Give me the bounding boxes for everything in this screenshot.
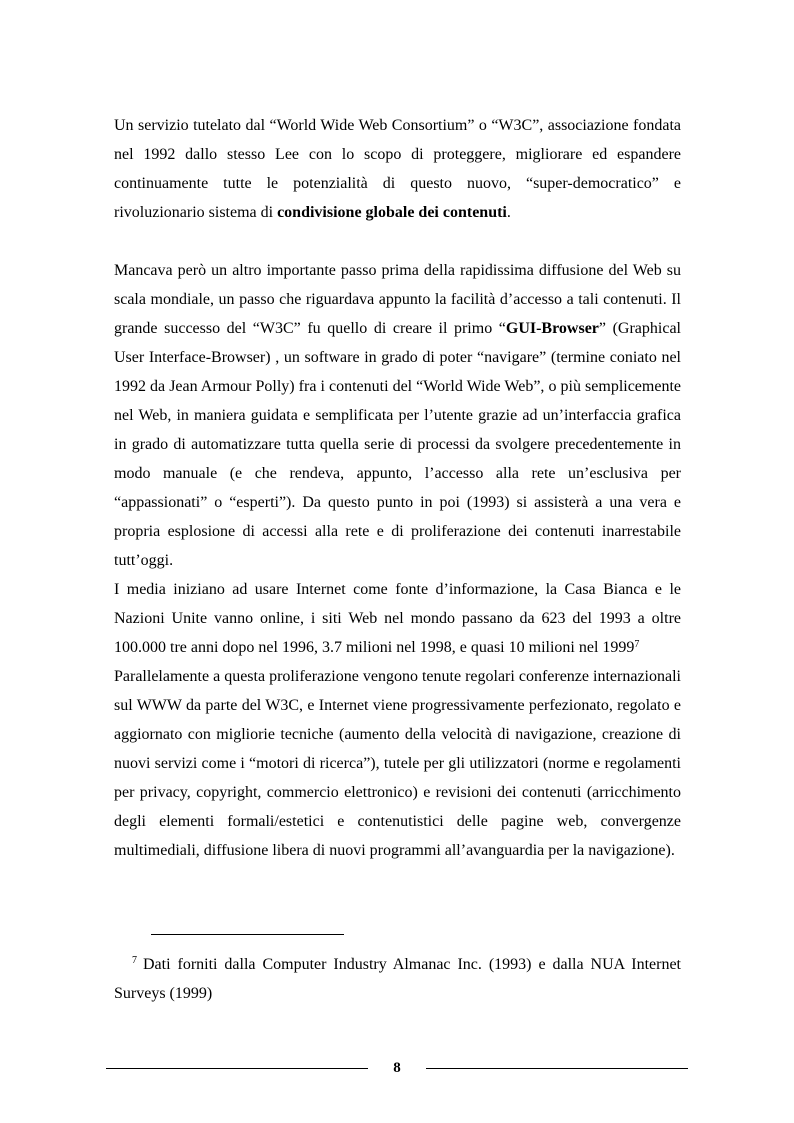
page-number: 8 xyxy=(393,1060,401,1076)
paragraph-1-bold: condivisione globale dei contenuti xyxy=(277,204,507,221)
paragraph-2 xyxy=(114,256,681,575)
paragraph-1 xyxy=(114,111,681,227)
paragraph-1-end: . xyxy=(506,204,511,221)
paragraph-3 xyxy=(114,575,681,662)
footnote xyxy=(114,950,681,1008)
footnote-text: Dati forniti dalla Computer Industry Almanac Inc. (1993) e dalla NUA Internet Surveys (1999) xyxy=(114,956,681,1002)
footer-rule-right xyxy=(426,1068,688,1069)
paragraph-3-text: I media iniziano ad usare Internet come fonte d’informazione, la Casa Bianca e le Nazioni Unite vanno online, i siti Web nel mondo passano da 623 del 1993 a oltre 100.000 tre anni dopo nel 1996, 3.7 milioni nel 1998, e quasi 10 milioni nel 1999 xyxy=(114,581,681,656)
paragraph-2-text: Mancava però un altro importante passo prima della rapidissima diffusione del Web su scala mondiale, un passo che riguardava appunto la facilità d’accesso a tali contenuti. Il grande successo del “W3C” fu quello di creare il primo “ xyxy=(114,262,681,337)
footnote-separator xyxy=(151,934,344,935)
body-text xyxy=(114,256,681,865)
footnote-reference[interactable]: 7 xyxy=(634,639,640,650)
paragraph-1-text: Un servizio tutelato dal “World Wide Web Consortium” o “W3C”, associazione fondata nel 1992 dallo stesso Lee con lo scopo di proteggere, migliorare ed espandere continuamente tutte le potenzialità di questo nuovo, “super-democratico” e rivoluzionario sistema di xyxy=(114,117,681,221)
footer-rule-left xyxy=(106,1068,368,1069)
footnote-number: 7 xyxy=(132,955,137,966)
paragraph-2-text-end: ” (Graphical User Interface-Browser) , un software in grado di poter “navigare” (termine coniato nel 1992 da Jean Armour Polly) fra i contenuti del “World Wide Web”, o più semplicemente nel Web, in maniera guidata e semplificata per l’utente grazie ad un’interfaccia grafica in grado di automatizzare tutta quella serie di processi da svolgere precedentemente in modo manuale (e che rendeva, appunto, l’accesso alla rete un’esclusiva per “appassionati” o “esperti”). Da questo punto in poi (1993) si assisterà a una vera e propria esplosione di accessi alla rete e di proliferazione dei contenuti inarrestabile tutt’oggi. xyxy=(114,320,681,569)
paragraph-2-bold: GUI-Browser xyxy=(505,320,599,337)
paragraph-4-text: Parallelamente a questa proliferazione vengono tenute regolari conferenze internazionali sul WWW da parte del W3C, e Internet viene progressivamente perfezionato, regolato e aggiornato con migliorie tecniche (aumento della velocità di navigazione, creazione di nuovi servizi come i “motori di ricerca”), tutele per gli utilizzatori (norme e regolamenti per privacy, copyright, commercio elettronico) e revisioni dei contenuti (arricchimento degli elementi formali/estetici e contenutistici delle pagine web, convergenze multimediali, diffusione libera di nuovi programmi all’avanguardia per la navigazione). xyxy=(114,668,681,859)
paragraph-4 xyxy=(114,662,681,865)
